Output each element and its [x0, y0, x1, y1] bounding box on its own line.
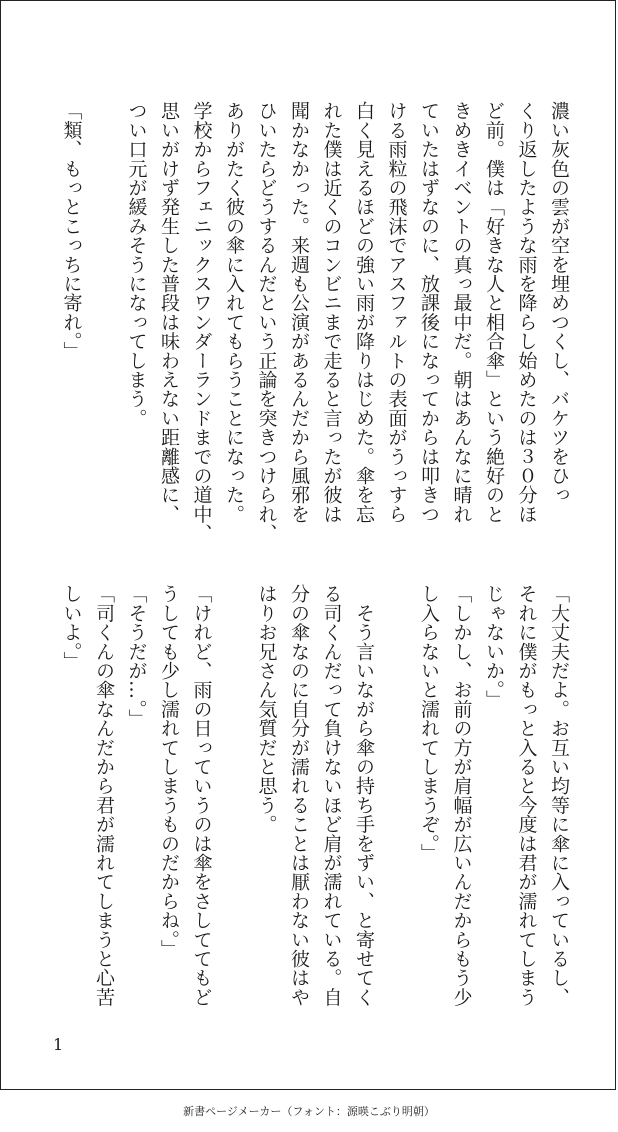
text-line: ありがたく彼の傘に入れてもらうことになった。 [223, 101, 245, 524]
text-line: 白く見えるほどの強い雨が降りはじめた。傘を忘 [353, 101, 375, 524]
text-line: ける雨粒の飛沫でアスファルトの表面がうっすら [385, 101, 408, 524]
dialogue-line: 「けれど、雨の日っていうのは傘をさしててもど [190, 584, 213, 1007]
dialogue-line: 「類、もっとこっちに寄れ。」 [60, 101, 83, 361]
text-line: れた僕は近くのコンビニまで走ると言ったが彼は [320, 101, 343, 524]
text-line: はりお兄さん気質だと思う。 [255, 584, 278, 834]
text-line: ていたはずなのに、放課後になってからは叩きつ [418, 101, 440, 524]
text-line: そう言いながら傘の持ち手をずい、と寄せてく [353, 584, 375, 1007]
blank-line [218, 584, 251, 1024]
dialogue-line: じゃないか。」 [483, 584, 505, 709]
dialogue-line: し入らないと濡れてしまうぞ。」 [418, 584, 440, 863]
dialogue-line: 「そうだが…。」 [125, 584, 148, 729]
text-line: ど前。僕は「好きな人と相合傘」という絶好のと [483, 101, 505, 524]
text-line: 分の傘なのに自分が濡れることは厭わない彼はや [288, 584, 310, 1007]
text-line: きめきイベントの真っ最中だ。朝はあんなに晴れ [450, 101, 473, 524]
dialogue-line: 「大丈夫だよ。お互い均等に傘に入っているし、 [548, 584, 570, 1007]
dialogue-line: しいよ。」 [60, 584, 83, 671]
text-line: 学校からフェニックスワンダーランドまでの道中、 [190, 101, 213, 543]
text-line: くり返したような雨を降らし始めたのは３０分ほ [515, 101, 538, 524]
text-line: 聞かなかった。来週も公演があるんだから風邪を [288, 101, 310, 524]
dialogue-line: それに僕がもっと入ると今度は君が濡れてしまう [515, 584, 538, 1007]
text-block-upper [55, 101, 575, 541]
page-number: 1 [53, 1035, 64, 1054]
blank-line [88, 101, 121, 541]
text-line: つい口元が緩みそうになってしまう。 [125, 101, 148, 428]
text-block-lower [55, 584, 575, 1024]
text-line: 思いがけず発生した普段は味わえない距離感に、 [158, 101, 180, 524]
dialogue-line: 「しかし、お前の方が肩幅が広いんだからもう少 [450, 584, 473, 1007]
dialogue-line: 「司くんの傘なんだから君が濡れてしまうと心苦 [93, 584, 115, 1007]
text-line: る司くんだって負けないほど肩が濡れている。自 [320, 584, 343, 1007]
dialogue-line: うしても少し濡れてしまうものだからね。」 [158, 584, 180, 959]
text-line: 濃い灰色の雲が空を埋めつくし、バケツをひっ [548, 101, 570, 505]
text-line: ひいたらどうするんだという正論を突きつけられ、 [255, 101, 278, 543]
blank-line [380, 584, 413, 1024]
footer-credit: 新書ページメーカー（フォント：源暎こぶり明朝） [183, 1105, 435, 1118]
